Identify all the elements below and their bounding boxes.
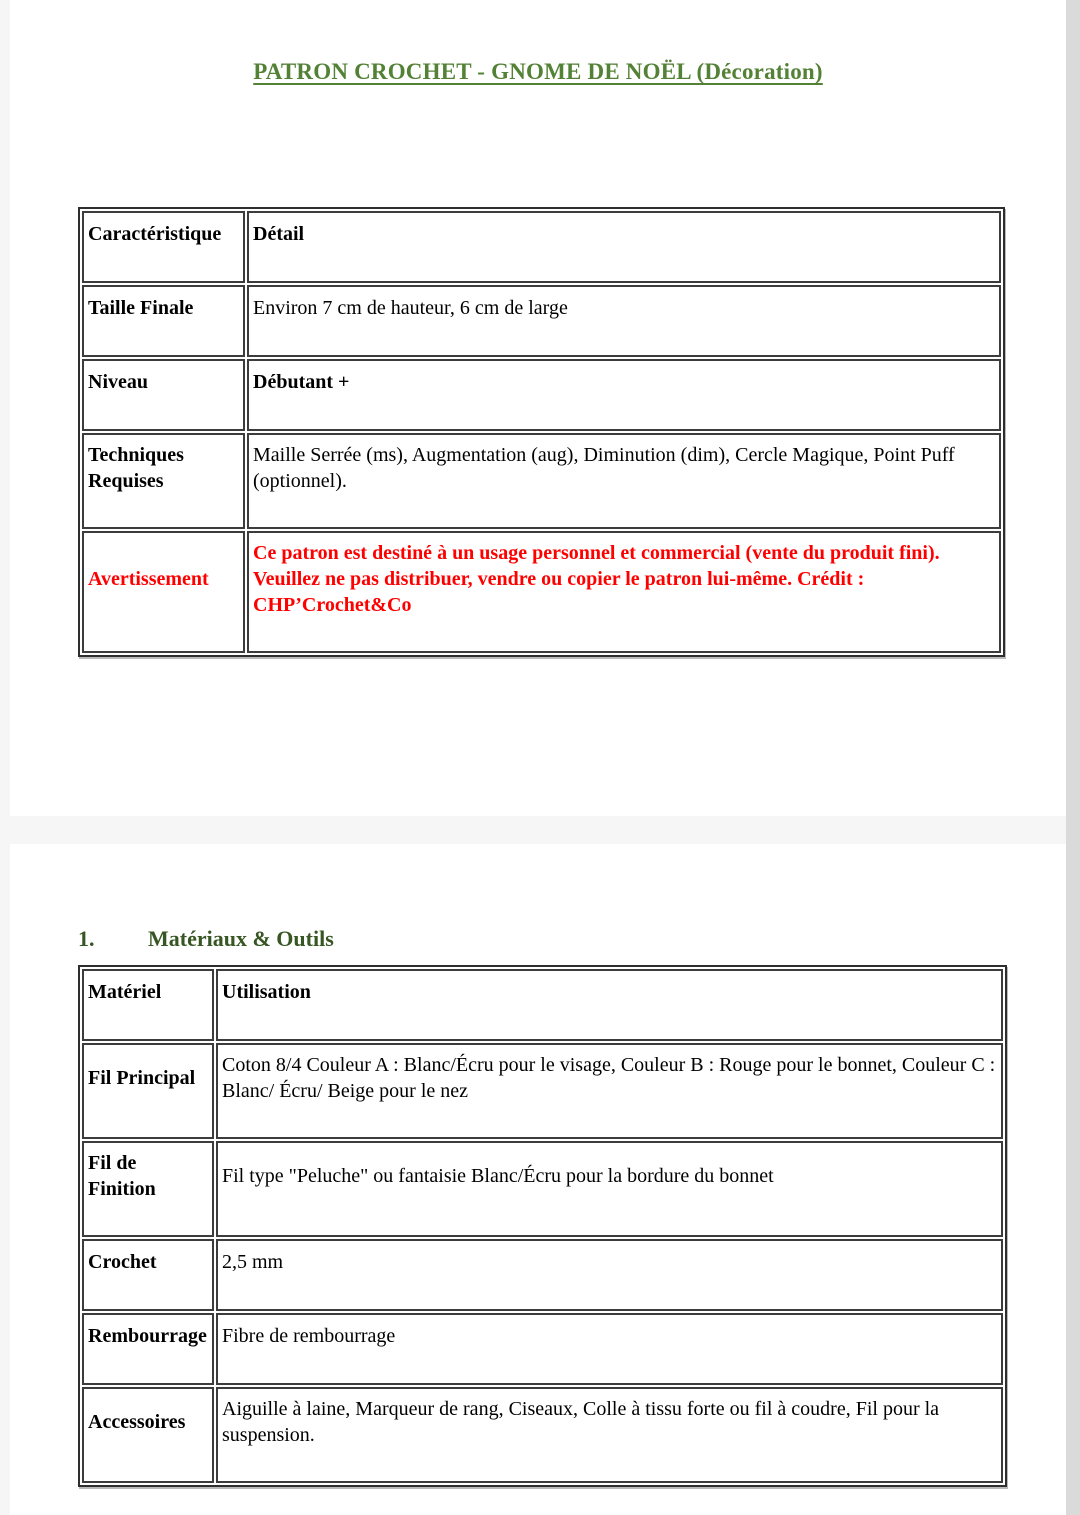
- table-row-fil-principal: [82, 1043, 1003, 1139]
- table-row-fil-de-finition: [82, 1141, 1003, 1237]
- row-value-cell: Débutant +: [247, 359, 1001, 431]
- row-label-cell: Fil de Finition: [82, 1141, 214, 1237]
- page-2: [10, 844, 1066, 1515]
- header-cell-detail: Détail: [247, 211, 1001, 283]
- row-label-cell: Taille Finale: [82, 285, 245, 357]
- row-value-cell: Aiguille à laine, Marqueur de rang, Ciseaux, Colle à tissu forte ou fil à coudre, Fil pour la suspension.: [216, 1387, 1003, 1483]
- row-value-cell: Coton 8/4 Couleur A : Blanc/Écru pour le visage, Couleur B : Rouge pour le bonnet, Couleur C : Blanc/ Écru/ Beige pour le nez: [216, 1043, 1003, 1139]
- table-row-techniques-requises: [82, 433, 1001, 529]
- table-row-crochet: [82, 1239, 1003, 1311]
- table-row-avertissement: [82, 531, 1001, 653]
- characteristics-table: [78, 207, 1005, 657]
- section-heading-materiaux-outils: [78, 926, 334, 952]
- header-cell-materiel: Matériel: [82, 969, 214, 1041]
- scrollbar-track[interactable]: [1066, 0, 1080, 1515]
- table-header-row: [82, 969, 1003, 1041]
- row-value-cell: 2,5 mm: [216, 1239, 1003, 1311]
- table-header-row: [82, 211, 1001, 283]
- row-value-cell: Fibre de rembourrage: [216, 1313, 1003, 1385]
- table-row-taille-finale: [82, 285, 1001, 357]
- row-value-cell: Maille Serrée (ms), Augmentation (aug), Diminution (dim), Cercle Magique, Point Puff (optionnel).: [247, 433, 1001, 529]
- row-label-cell: Niveau: [82, 359, 245, 431]
- row-value-cell: Environ 7 cm de hauteur, 6 cm de large: [247, 285, 1001, 357]
- document-title: PATRON CROCHET - GNOME DE NOËL (Décoration): [253, 59, 823, 85]
- section-number: 1.: [78, 926, 95, 952]
- warning-text-cell: Ce patron est destiné à un usage personnel et commercial (vente du produit fini). Veuillez ne pas distribuer, vendre ou copier le patron lui-même. Crédit : CHP’Crochet&Co: [247, 531, 1001, 653]
- row-label-cell: Techniques Requises: [82, 433, 245, 529]
- table-row-niveau: [82, 359, 1001, 431]
- page-1: [10, 0, 1066, 816]
- row-label-cell: Rembourrage: [82, 1313, 214, 1385]
- row-label-cell: Fil Principal: [82, 1043, 214, 1139]
- row-value-cell: Fil type "Peluche" ou fantaisie Blanc/Écru pour la bordure du bonnet: [216, 1141, 1003, 1237]
- section-title: Matériaux & Outils: [148, 926, 334, 952]
- materials-table: [78, 965, 1007, 1487]
- table-row-accessoires: [82, 1387, 1003, 1483]
- header-cell-caracteristique: Caractéristique: [82, 211, 245, 283]
- header-cell-utilisation: Utilisation: [216, 969, 1003, 1041]
- table-row-rembourrage: [82, 1313, 1003, 1385]
- row-label-cell: Crochet: [82, 1239, 214, 1311]
- row-label-cell: Accessoires: [82, 1387, 214, 1483]
- row-label-cell: Avertissement: [82, 531, 245, 653]
